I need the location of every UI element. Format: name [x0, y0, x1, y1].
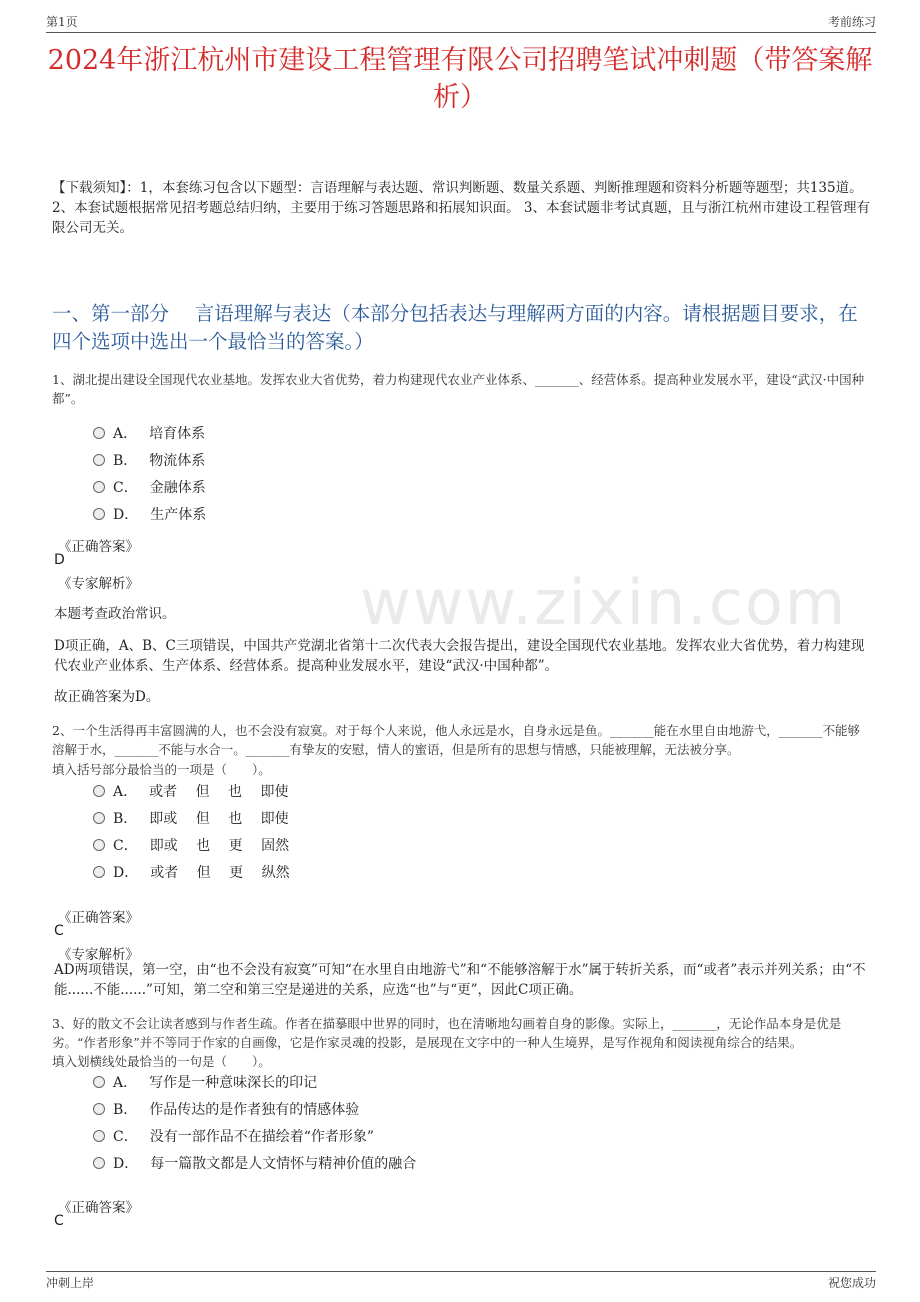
option-text: 培育体系	[149, 426, 206, 442]
radio-icon[interactable]	[93, 481, 105, 493]
document-title: 2024年浙江杭州市建设工程管理有限公司招聘笔试冲刺题（带答案解析）	[47, 45, 873, 113]
q1-analysis-label: 《专家解析》	[58, 576, 139, 592]
q2-answer: C	[54, 923, 64, 939]
radio-icon[interactable]	[93, 1157, 105, 1169]
question-1-text: 1、湖北提出建设全国现代农业基地。发挥农业大省优势，着力构建现代农业产业体系、_______、经营体系。提高种业发展水平，建设“武汉·中国种都”。	[52, 372, 865, 406]
page-number: 第1页	[46, 15, 78, 29]
q3-option-c[interactable]	[93, 1125, 374, 1147]
radio-icon[interactable]	[93, 1076, 105, 1088]
radio-icon[interactable]	[93, 427, 105, 439]
q2-option-a[interactable]	[93, 780, 288, 802]
option-letter: C．	[113, 838, 138, 854]
q2-analysis-label: 《专家解析》	[58, 947, 139, 963]
option-letter: D．	[113, 507, 139, 523]
question-3-text: 3、好的散文不会让读者感到与作者生疏。作者在描摹眼中世界的同时，也在清晰地勾画着自身的影像。实际上，_______，无论作品本身是优是劣。“作者形象”并不等同于作家的自画像，它是作家灵魂的投影，是展现在文字中的一种人生境界，是写作视角和阅读视角综合的结果。	[52, 1016, 842, 1050]
option-letter: D．	[113, 865, 139, 881]
q2-option-c[interactable]	[93, 834, 289, 856]
option-text: 即或 也 更 固然	[149, 838, 290, 854]
radio-icon[interactable]	[93, 1103, 105, 1115]
option-letter: C．	[113, 1129, 138, 1145]
radio-icon[interactable]	[93, 1130, 105, 1142]
q3-option-a[interactable]	[93, 1071, 317, 1093]
q1-explanation-2: D项正确，A、B、C三项错误，中国共产党湖北省第十二次代表大会报告提出，建设全国现代农业基地。发挥农业大省优势，着力构建现代农业产业体系、生产体系、经营体系。提高种业发展水平，建设“武汉·中国种都”。	[54, 638, 865, 674]
q1-answer: D	[54, 552, 65, 568]
q1-answer-label: 《正确答案》	[58, 539, 139, 555]
question-2-prompt: 填入括号部分最恰当的一项是（ ）。	[52, 762, 271, 777]
header-category: 考前练习	[827, 15, 876, 29]
option-letter: B．	[113, 453, 138, 469]
section-heading: 一、第一部分 言语理解与表达（本部分包括表达与理解两方面的内容。请根据题目要求，在四个选项中选出一个最恰当的答案。）	[52, 302, 858, 353]
q3-answer: C	[54, 1213, 64, 1229]
question-3-prompt: 填入划横线处最恰当的一句是（ ）。	[52, 1054, 271, 1069]
option-text: 作品传达的是作者独有的情感体验	[149, 1102, 360, 1118]
q2-option-b[interactable]	[93, 807, 289, 829]
page-header	[46, 13, 876, 33]
q1-explanation-3: 故正确答案为D。	[54, 689, 160, 705]
q1-explanation-1: 本题考查政治常识。	[54, 606, 176, 622]
option-letter: B．	[113, 1102, 138, 1118]
footer-left-text: 冲刺上岸	[46, 1276, 95, 1290]
q2-option-d[interactable]	[93, 861, 290, 883]
option-text: 金融体系	[149, 480, 206, 496]
question-2-text: 2、一个生活得再丰富圆满的人，也不会没有寂寞。对于每个人来说，他人永远是水，自身永远是鱼。_______能在水里自由地游弋，_______不能够溶解于水，_______不能与水合一。_______有挚友的安慰，情人的蜜语，但是所有的思想与情感，只能被理解，无法被分享。	[52, 723, 860, 757]
q1-option-c[interactable]	[93, 476, 206, 498]
option-text: 物流体系	[149, 453, 206, 469]
download-notice: 【下载须知】：1，本套练习包含以下题型：言语理解与表达题、常识判断题、数量关系题、判断推理题和资料分析题等题型；共135道。 2、本套试题根据常见招考题总结归纳，主要用于练习答题思路和拓展知识面。 3、本套试题非考试真题，且与浙江杭州市建设工程管理有限公司无关。	[52, 180, 870, 236]
option-text: 即或 但 也 即使	[149, 811, 289, 827]
footer-right-text: 祝您成功	[827, 1276, 876, 1290]
option-text: 每一篇散文都是人文情怀与精神价值的融合	[150, 1156, 417, 1172]
option-letter: A．	[113, 426, 138, 442]
radio-icon[interactable]	[93, 785, 105, 797]
option-letter: A．	[113, 784, 138, 800]
radio-icon[interactable]	[93, 812, 105, 824]
q1-option-d[interactable]	[93, 503, 206, 525]
page-footer	[46, 1271, 876, 1291]
option-letter: B．	[113, 811, 138, 827]
radio-icon[interactable]	[93, 839, 105, 851]
option-text: 或者 但 更 纵然	[150, 865, 290, 881]
q3-option-b[interactable]	[93, 1098, 359, 1120]
option-text: 生产体系	[150, 507, 207, 523]
radio-icon[interactable]	[93, 454, 105, 466]
option-letter: D．	[113, 1156, 139, 1172]
watermark: www.zixin.com	[360, 566, 848, 639]
option-letter: A．	[113, 1075, 138, 1091]
option-text: 写作是一种意味深长的印记	[149, 1075, 318, 1091]
q2-answer-label: 《正确答案》	[58, 910, 139, 926]
option-letter: C．	[113, 480, 138, 496]
option-text: 没有一部作品不在描绘着“作者形象”	[149, 1129, 375, 1145]
q3-option-d[interactable]	[93, 1152, 416, 1174]
q2-explanation: AD两项错误，第一空，由“也不会没有寂寞”可知“在水里自由地游弋”和“不能够溶解于水”属于转折关系，而“或者”表示并列关系；由“不能......不能......”可知，第二空和第三空是递进的关系，应选“也”与“更”，因此C项正确。	[54, 962, 866, 998]
q1-option-b[interactable]	[93, 449, 205, 471]
option-text: 或者 但 也 即使	[149, 784, 289, 800]
radio-icon[interactable]	[93, 866, 105, 878]
q1-option-a[interactable]	[93, 422, 205, 444]
radio-icon[interactable]	[93, 508, 105, 520]
q3-answer-label: 《正确答案》	[58, 1200, 139, 1216]
